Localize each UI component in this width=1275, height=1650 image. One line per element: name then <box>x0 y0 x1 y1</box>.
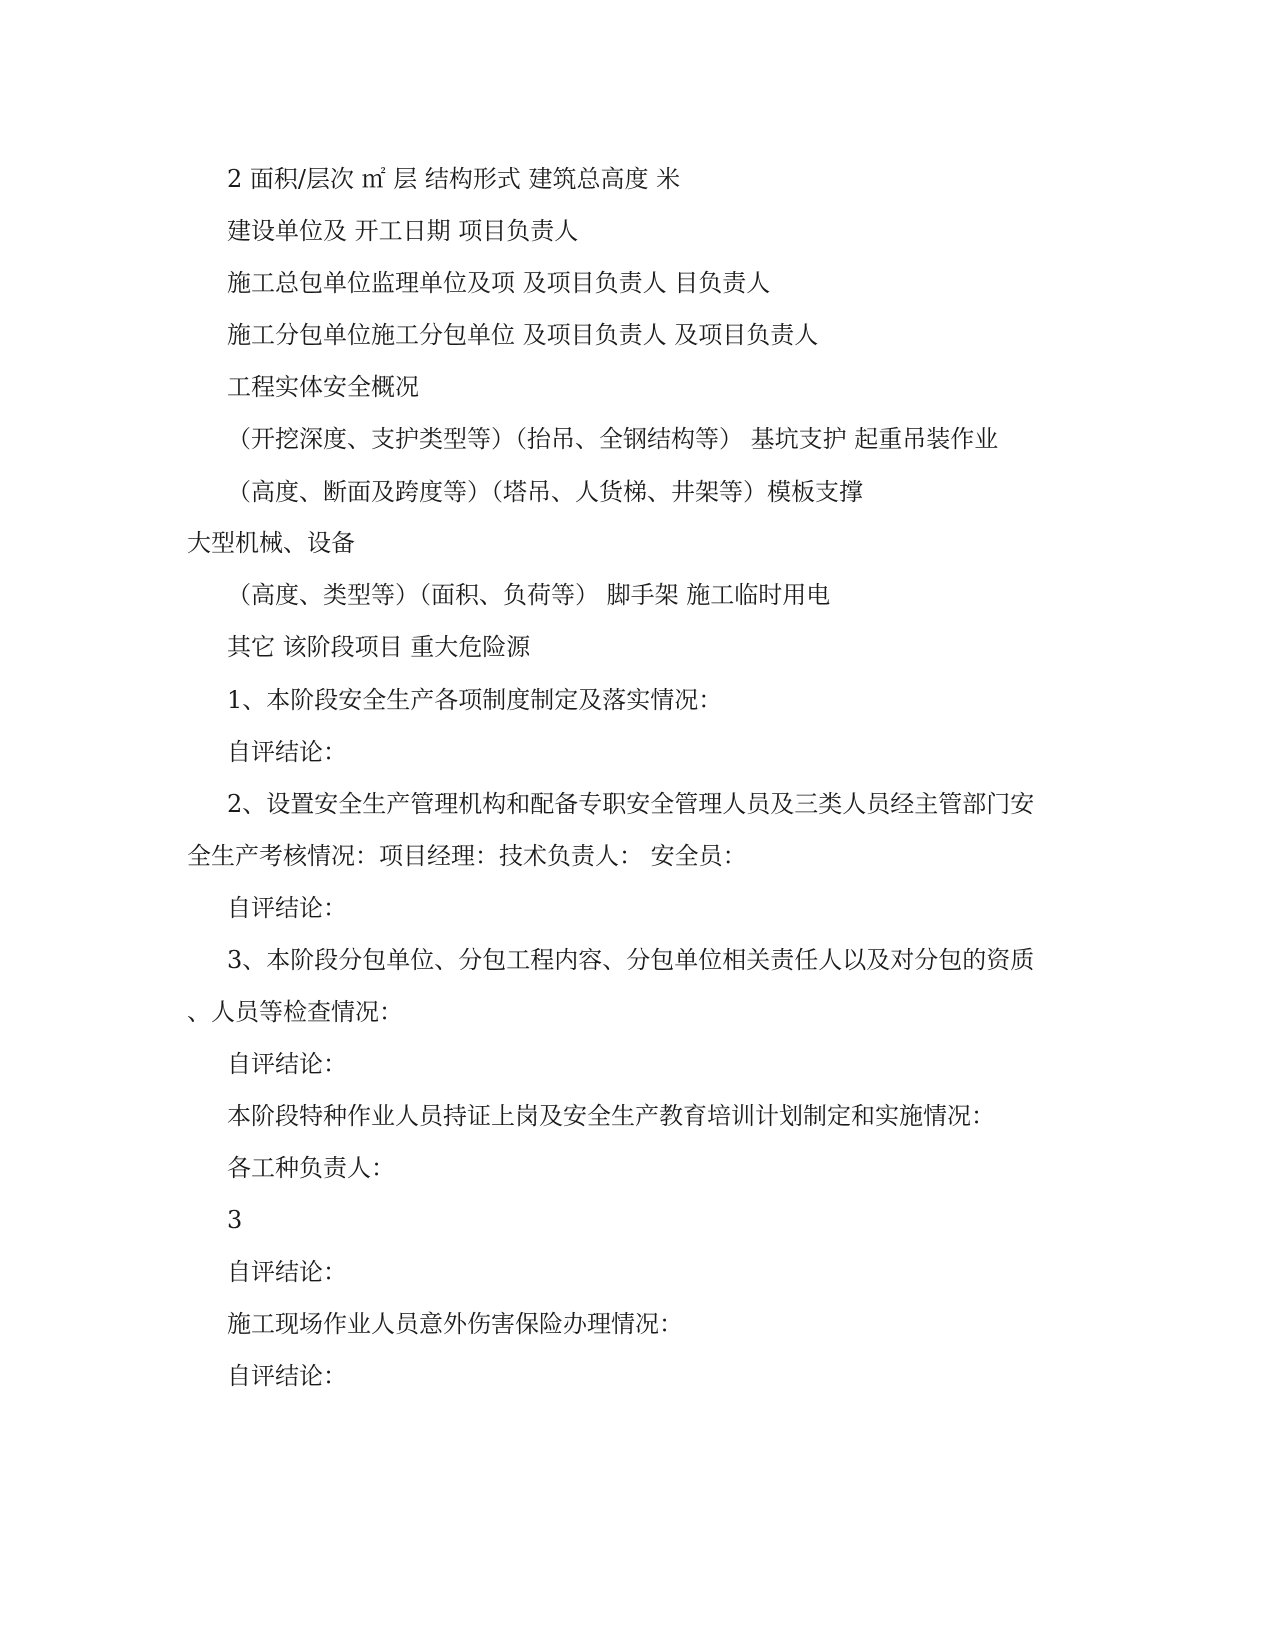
excavation-lifting-line: （开挖深度、支护类型等）（抬吊、全钢结构等） 基坑支护 起重吊装作业 <box>227 425 999 453</box>
item-1-systems: 1、本阶段安全生产各项制度制定及落实情况： <box>227 686 723 714</box>
scaffold-electricity-line: （高度、类型等）（面积、负荷等） 脚手架 施工临时用电 <box>227 581 831 609</box>
self-assessment-label: 自评结论： <box>227 894 347 922</box>
subcontractor-line: 施工分包单位施工分包单位 及项目负责人 及项目负责人 <box>227 321 819 349</box>
item-2-continued: 全生产考核情况：项目经理：技术负责人： 安全员： <box>187 842 747 870</box>
item-3-continued: 、人员等检查情况： <box>187 998 403 1026</box>
self-assessment-label: 自评结论： <box>227 738 347 766</box>
item-3-subcontract: 3、本阶段分包单位、分包工程内容、分包单位相关责任人以及对分包的资质 <box>227 946 1035 974</box>
insurance-line: 施工现场作业人员意外伤害保险办理情况： <box>227 1310 683 1338</box>
formwork-tower-line: （高度、断面及跨度等）（塔吊、人货梯、井架等）模板支撑 <box>227 478 863 506</box>
self-assessment-label: 自评结论： <box>227 1050 347 1078</box>
machinery-equipment-line: 大型机械、设备 <box>187 529 355 557</box>
safety-overview-heading: 工程实体安全概况 <box>227 373 419 401</box>
page-number: 3 <box>227 1206 243 1234</box>
self-assessment-label: 自评结论： <box>227 1258 347 1286</box>
construction-unit-line: 建设单位及 开工日期 项目负责人 <box>227 217 579 245</box>
general-contractor-line: 施工总包单位监理单位及项 及项目负责人 目负责人 <box>227 269 771 297</box>
self-assessment-label: 自评结论： <box>227 1362 347 1390</box>
major-hazard-line: 其它 该阶段项目 重大危险源 <box>227 633 531 661</box>
special-operators-line: 本阶段特种作业人员持证上岗及安全生产教育培训计划制定和实施情况： <box>227 1102 995 1130</box>
project-area-line: 2 面积/层次 ㎡ 层 结构形式 建筑总高度 米 <box>227 165 681 193</box>
item-2-management: 2、设置安全生产管理机构和配备专职安全管理人员及三类人员经主管部门安 <box>227 790 1035 818</box>
trade-leads-line: 各工种负责人： <box>227 1154 395 1182</box>
